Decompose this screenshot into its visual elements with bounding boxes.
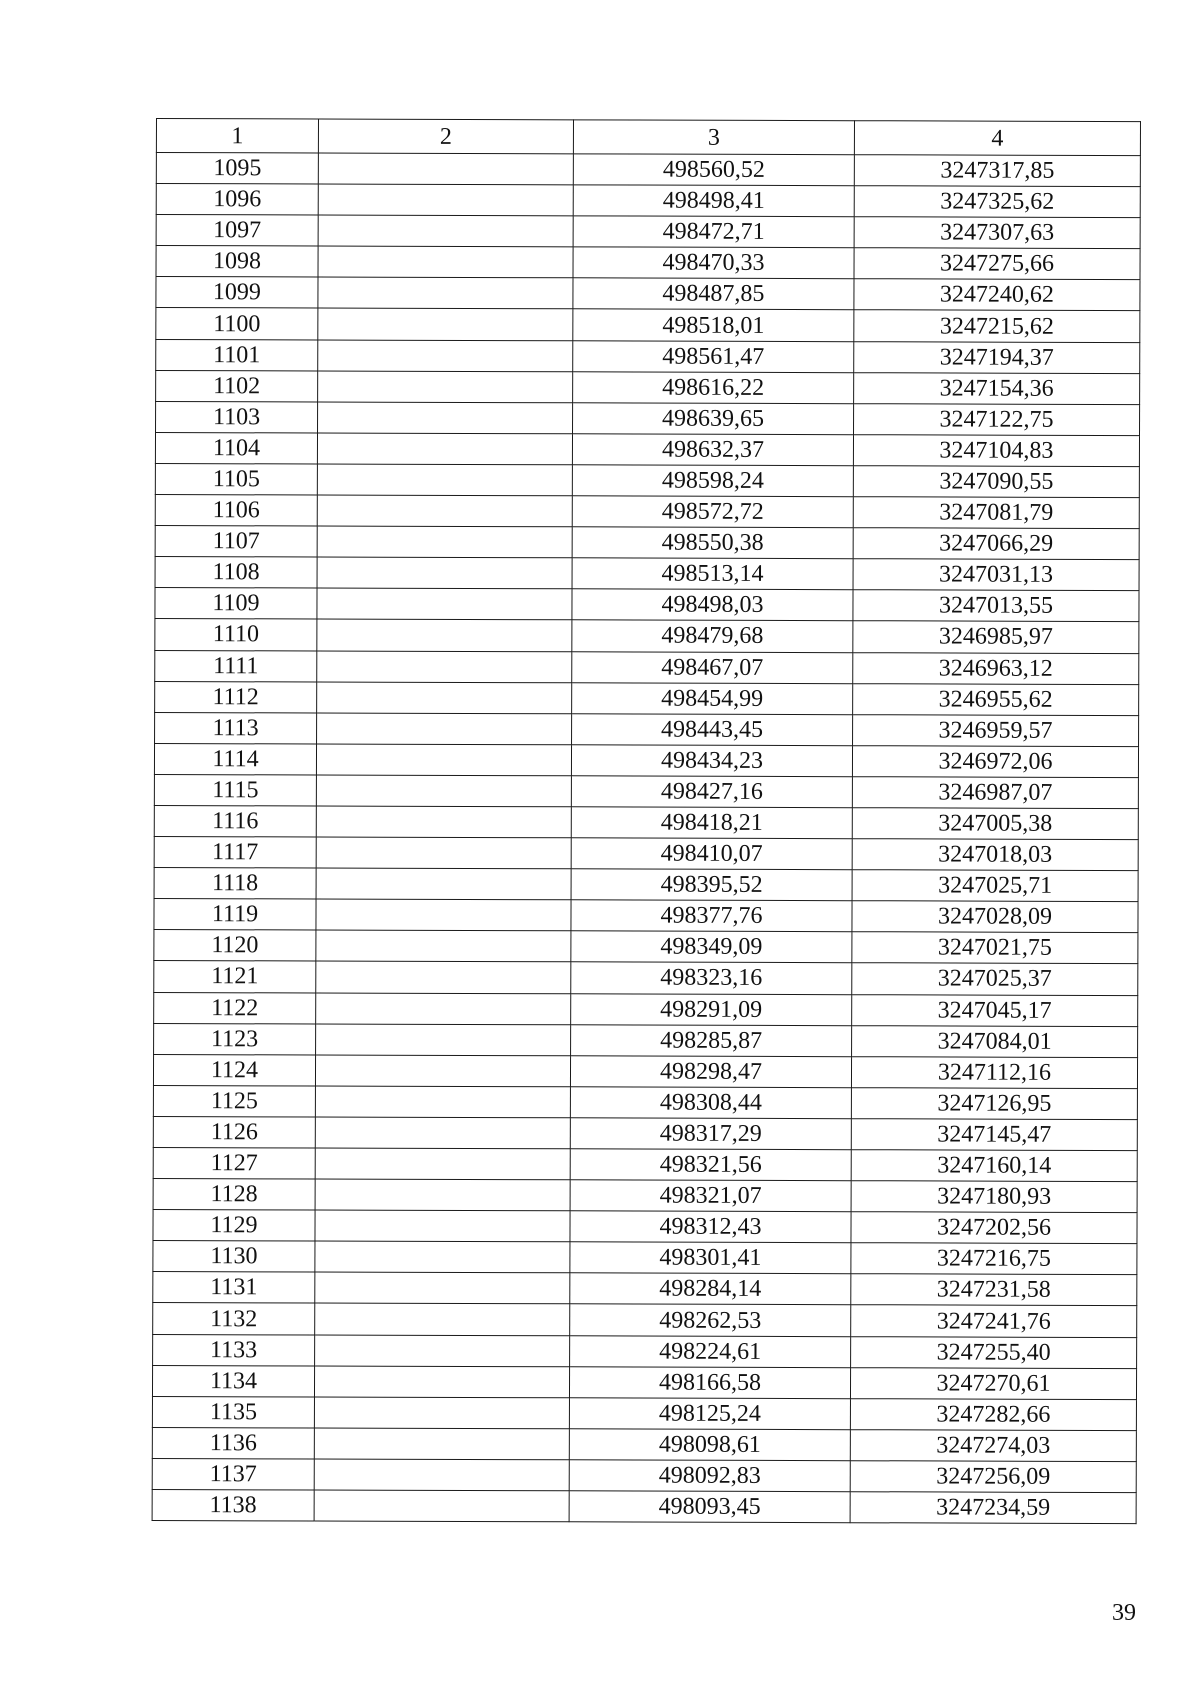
empty-cell <box>316 837 571 869</box>
table-row <box>154 961 1138 995</box>
point-number-cell: 1127 <box>153 1147 315 1179</box>
table-row <box>154 868 1138 902</box>
empty-cell <box>315 1335 570 1367</box>
empty-cell <box>318 340 573 372</box>
point-number-cell: 1134 <box>152 1365 314 1397</box>
table-row <box>152 1458 1136 1492</box>
x-coordinate-cell: 498395,52 <box>571 869 852 901</box>
x-coordinate-cell: 498098,61 <box>569 1429 850 1461</box>
y-coordinate-cell: 3247160,14 <box>851 1150 1137 1182</box>
y-coordinate-cell: 3247194,37 <box>854 341 1140 373</box>
table-row <box>154 774 1138 808</box>
y-coordinate-cell: 3247025,71 <box>852 870 1138 902</box>
table-row <box>153 1085 1137 1119</box>
x-coordinate-cell: 498472,71 <box>573 216 854 248</box>
y-coordinate-cell: 3247084,01 <box>852 1025 1138 1057</box>
empty-cell <box>315 1210 570 1242</box>
empty-cell <box>316 806 571 838</box>
y-coordinate-cell: 3247112,16 <box>851 1056 1137 1088</box>
point-number-cell: 1109 <box>155 588 317 620</box>
x-coordinate-cell: 498467,07 <box>572 651 853 683</box>
x-coordinate-cell: 498321,07 <box>570 1180 851 1212</box>
empty-cell <box>314 1428 569 1460</box>
y-coordinate-cell: 3247005,38 <box>852 808 1138 840</box>
empty-cell <box>317 713 572 745</box>
point-number-cell: 1102 <box>156 370 318 402</box>
table-row <box>154 930 1138 964</box>
empty-cell <box>318 371 573 403</box>
point-number-cell: 1118 <box>154 868 316 900</box>
x-coordinate-cell: 498513,14 <box>572 558 853 590</box>
y-coordinate-cell: 3247104,83 <box>853 435 1139 467</box>
table-row <box>155 463 1139 497</box>
point-number-cell: 1096 <box>156 184 318 216</box>
y-coordinate-cell: 3247013,55 <box>853 590 1139 622</box>
empty-cell <box>318 277 573 309</box>
x-coordinate-cell: 498410,07 <box>571 838 852 870</box>
y-coordinate-cell: 3247317,85 <box>854 155 1140 187</box>
point-number-cell: 1131 <box>153 1272 315 1304</box>
point-number-cell: 1101 <box>156 339 318 371</box>
point-number-cell: 1105 <box>155 463 317 495</box>
x-coordinate-cell: 498479,68 <box>572 620 853 652</box>
coordinates-table <box>152 118 1141 1524</box>
empty-cell <box>316 993 571 1025</box>
table-row <box>156 277 1140 311</box>
point-number-cell: 1130 <box>153 1241 315 1273</box>
point-number-cell: 1106 <box>155 495 317 527</box>
table-row <box>156 246 1140 280</box>
point-number-cell: 1120 <box>154 930 316 962</box>
point-number-cell: 1110 <box>155 619 317 651</box>
column-header: 1 <box>156 119 318 154</box>
x-coordinate-cell: 498616,22 <box>573 371 854 403</box>
empty-cell <box>318 308 573 340</box>
table-row <box>155 526 1139 560</box>
x-coordinate-cell: 498298,47 <box>570 1056 851 1088</box>
y-coordinate-cell: 3247180,93 <box>851 1181 1137 1213</box>
x-coordinate-cell: 498498,03 <box>572 589 853 621</box>
table-row <box>156 308 1140 342</box>
point-number-cell: 1097 <box>156 215 318 247</box>
y-coordinate-cell: 3246955,62 <box>853 683 1139 715</box>
x-coordinate-cell: 498427,16 <box>571 776 852 808</box>
y-coordinate-cell: 3247066,29 <box>853 528 1139 560</box>
point-number-cell: 1113 <box>155 712 317 744</box>
table-row <box>153 1272 1137 1306</box>
table-row <box>154 899 1138 933</box>
y-coordinate-cell: 3247256,09 <box>850 1461 1136 1493</box>
y-coordinate-cell: 3247126,95 <box>851 1088 1137 1120</box>
y-coordinate-cell: 3247031,13 <box>853 559 1139 591</box>
table-row <box>155 495 1139 529</box>
y-coordinate-cell: 3247270,61 <box>850 1367 1136 1399</box>
point-number-cell: 1133 <box>153 1334 315 1366</box>
table-row <box>155 432 1139 466</box>
point-number-cell: 1107 <box>155 526 317 558</box>
point-number-cell: 1114 <box>154 743 316 775</box>
point-number-cell: 1116 <box>154 805 316 837</box>
point-number-cell: 1111 <box>155 650 317 682</box>
empty-cell <box>317 682 572 714</box>
x-coordinate-cell: 498454,99 <box>572 682 853 714</box>
y-coordinate-cell: 3247307,63 <box>854 217 1140 249</box>
point-number-cell: 1138 <box>152 1490 314 1522</box>
y-coordinate-cell: 3247018,03 <box>852 839 1138 871</box>
x-coordinate-cell: 498323,16 <box>571 962 852 994</box>
empty-cell <box>315 1179 570 1211</box>
empty-cell <box>315 1148 570 1180</box>
empty-cell <box>318 215 573 247</box>
table-row <box>153 1303 1137 1337</box>
x-coordinate-cell: 498434,23 <box>571 745 852 777</box>
empty-cell <box>317 557 572 589</box>
table-row <box>152 1396 1136 1430</box>
column-header: 3 <box>573 120 854 155</box>
empty-cell <box>318 246 573 278</box>
empty-cell <box>316 1024 571 1056</box>
empty-cell <box>316 744 571 776</box>
point-number-cell: 1121 <box>154 961 316 993</box>
y-coordinate-cell: 3247274,03 <box>850 1430 1136 1462</box>
empty-cell <box>314 1490 569 1522</box>
x-coordinate-cell: 498308,44 <box>570 1087 851 1119</box>
table-row <box>155 681 1139 715</box>
x-coordinate-cell: 498291,09 <box>571 993 852 1025</box>
table-row <box>152 1427 1136 1461</box>
empty-cell <box>315 1303 570 1335</box>
x-coordinate-cell: 498166,58 <box>569 1366 850 1398</box>
x-coordinate-cell: 498498,41 <box>573 185 854 217</box>
point-number-cell: 1136 <box>152 1427 314 1459</box>
x-coordinate-cell: 498125,24 <box>569 1398 850 1430</box>
y-coordinate-cell: 3247216,75 <box>851 1243 1137 1275</box>
point-number-cell: 1126 <box>153 1116 315 1148</box>
empty-cell <box>317 651 572 683</box>
empty-cell <box>316 868 571 900</box>
x-coordinate-cell: 498285,87 <box>571 1024 852 1056</box>
point-number-cell: 1128 <box>153 1179 315 1211</box>
empty-cell <box>317 495 572 527</box>
empty-cell <box>316 899 571 931</box>
x-coordinate-cell: 498598,24 <box>572 465 853 497</box>
table-row <box>153 1179 1137 1213</box>
point-number-cell: 1123 <box>154 1023 316 1055</box>
y-coordinate-cell: 3247231,58 <box>851 1274 1137 1306</box>
y-coordinate-cell: 3246972,06 <box>852 745 1138 777</box>
point-number-cell: 1122 <box>154 992 316 1024</box>
point-number-cell: 1112 <box>155 681 317 713</box>
empty-cell <box>315 1055 570 1087</box>
y-coordinate-cell: 3247275,66 <box>854 248 1140 280</box>
y-coordinate-cell: 3246985,97 <box>853 621 1139 653</box>
table-row <box>154 805 1138 839</box>
y-coordinate-cell: 3247202,56 <box>851 1212 1137 1244</box>
table-row <box>152 1365 1136 1399</box>
point-number-cell: 1104 <box>155 432 317 464</box>
y-coordinate-cell: 3247122,75 <box>854 403 1140 435</box>
table-row <box>154 992 1138 1026</box>
x-coordinate-cell: 498639,65 <box>573 403 854 435</box>
y-coordinate-cell: 3247282,66 <box>850 1398 1136 1430</box>
x-coordinate-cell: 498284,14 <box>570 1273 851 1305</box>
point-number-cell: 1125 <box>153 1085 315 1117</box>
empty-cell <box>316 930 571 962</box>
x-coordinate-cell: 498224,61 <box>570 1335 851 1367</box>
point-number-cell: 1115 <box>154 774 316 806</box>
table-row <box>153 1334 1137 1368</box>
page-number: 39 <box>1112 1600 1136 1626</box>
y-coordinate-cell: 3247325,62 <box>854 186 1140 218</box>
y-coordinate-cell: 3247154,36 <box>854 372 1140 404</box>
point-number-cell: 1099 <box>156 277 318 309</box>
table-row <box>155 650 1139 684</box>
empty-cell <box>317 433 572 465</box>
x-coordinate-cell: 498632,37 <box>572 434 853 466</box>
table-row <box>153 1147 1137 1181</box>
table-row <box>155 557 1139 591</box>
point-number-cell: 1119 <box>154 899 316 931</box>
empty-cell <box>315 1272 570 1304</box>
empty-cell <box>317 588 572 620</box>
y-coordinate-cell: 3247045,17 <box>852 994 1138 1026</box>
x-coordinate-cell: 498470,33 <box>573 247 854 279</box>
x-coordinate-cell: 498093,45 <box>569 1491 850 1523</box>
table-header-row <box>156 119 1140 156</box>
y-coordinate-cell: 3246987,07 <box>852 777 1138 809</box>
table-row <box>156 401 1140 435</box>
y-coordinate-cell: 3246959,57 <box>853 714 1139 746</box>
point-number-cell: 1129 <box>153 1210 315 1242</box>
empty-cell <box>316 961 571 993</box>
table-row <box>156 184 1140 218</box>
point-number-cell: 1108 <box>155 557 317 589</box>
x-coordinate-cell: 498443,45 <box>572 713 853 745</box>
empty-cell <box>318 402 573 434</box>
point-number-cell: 1103 <box>156 401 318 433</box>
table-row <box>156 215 1140 249</box>
table-row <box>153 1210 1137 1244</box>
empty-cell <box>318 184 573 216</box>
point-number-cell: 1117 <box>154 837 316 869</box>
table-body <box>152 153 1140 1524</box>
x-coordinate-cell: 498092,83 <box>569 1460 850 1492</box>
empty-cell <box>314 1397 569 1429</box>
x-coordinate-cell: 498312,43 <box>570 1211 851 1243</box>
table-row <box>156 339 1140 373</box>
table-row <box>156 370 1140 404</box>
table-row <box>156 153 1140 187</box>
column-header: 2 <box>318 119 573 154</box>
y-coordinate-cell: 3247090,55 <box>853 466 1139 498</box>
y-coordinate-cell: 3247240,62 <box>854 279 1140 311</box>
empty-cell <box>317 464 572 496</box>
x-coordinate-cell: 498262,53 <box>570 1304 851 1336</box>
table-row <box>154 1023 1138 1057</box>
point-number-cell: 1137 <box>152 1458 314 1490</box>
empty-cell <box>315 1241 570 1273</box>
y-coordinate-cell: 3247145,47 <box>851 1119 1137 1151</box>
point-number-cell: 1135 <box>152 1396 314 1428</box>
empty-cell <box>314 1366 569 1398</box>
empty-cell <box>314 1459 569 1491</box>
point-number-cell: 1124 <box>153 1054 315 1086</box>
y-coordinate-cell: 3247234,59 <box>850 1492 1136 1524</box>
y-coordinate-cell: 3247241,76 <box>851 1305 1137 1337</box>
x-coordinate-cell: 498321,56 <box>570 1149 851 1181</box>
x-coordinate-cell: 498572,72 <box>572 496 853 528</box>
table-row <box>153 1241 1137 1275</box>
table-row <box>152 1490 1136 1524</box>
y-coordinate-cell: 3247025,37 <box>852 963 1138 995</box>
empty-cell <box>317 619 572 651</box>
x-coordinate-cell: 498550,38 <box>572 527 853 559</box>
x-coordinate-cell: 498561,47 <box>573 340 854 372</box>
x-coordinate-cell: 498518,01 <box>573 309 854 341</box>
x-coordinate-cell: 498560,52 <box>573 154 854 186</box>
empty-cell <box>317 526 572 558</box>
point-number-cell: 1100 <box>156 308 318 340</box>
column-header: 4 <box>854 121 1140 156</box>
table-row <box>155 712 1139 746</box>
y-coordinate-cell: 3247215,62 <box>854 310 1140 342</box>
y-coordinate-cell: 3247021,75 <box>852 932 1138 964</box>
x-coordinate-cell: 498301,41 <box>570 1242 851 1274</box>
table-row <box>153 1116 1137 1150</box>
x-coordinate-cell: 498377,76 <box>571 900 852 932</box>
y-coordinate-cell: 3247081,79 <box>853 497 1139 529</box>
empty-cell <box>315 1117 570 1149</box>
point-number-cell: 1132 <box>153 1303 315 1335</box>
empty-cell <box>316 775 571 807</box>
x-coordinate-cell: 498317,29 <box>570 1118 851 1150</box>
table-row <box>154 743 1138 777</box>
y-coordinate-cell: 3246963,12 <box>853 652 1139 684</box>
table-row <box>153 1054 1137 1088</box>
x-coordinate-cell: 498349,09 <box>571 931 852 963</box>
empty-cell <box>318 153 573 185</box>
table-row <box>155 588 1139 622</box>
table-row <box>154 837 1138 871</box>
x-coordinate-cell: 498487,85 <box>573 278 854 310</box>
x-coordinate-cell: 498418,21 <box>571 807 852 839</box>
y-coordinate-cell: 3247255,40 <box>851 1336 1137 1368</box>
point-number-cell: 1095 <box>156 153 318 185</box>
y-coordinate-cell: 3247028,09 <box>852 901 1138 933</box>
empty-cell <box>315 1086 570 1118</box>
table-row <box>155 619 1139 653</box>
point-number-cell: 1098 <box>156 246 318 278</box>
